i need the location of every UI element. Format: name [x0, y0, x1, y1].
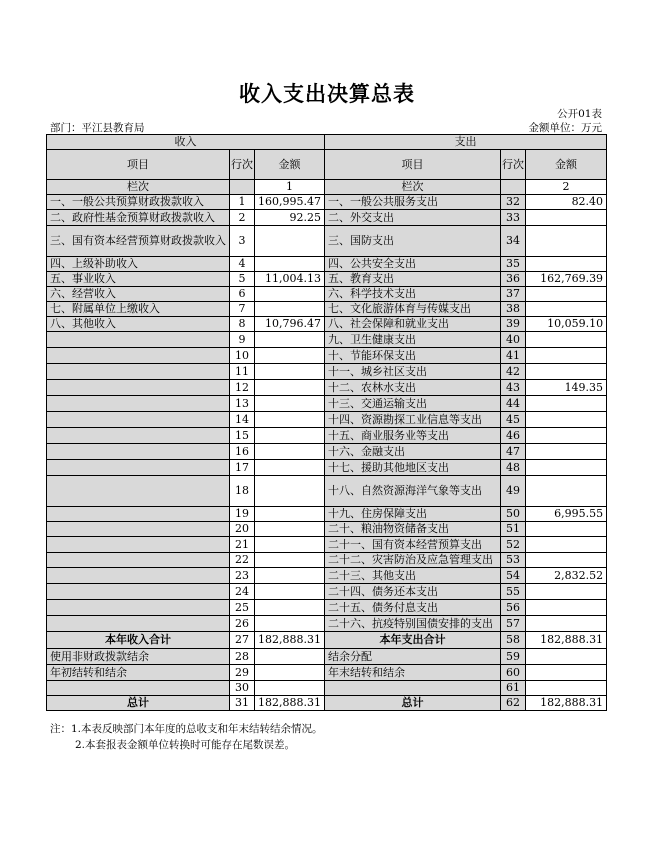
report-title: 收入支出决算总表	[239, 81, 415, 106]
ex-no-cell: 45	[501, 412, 526, 428]
in-amt-cell	[255, 364, 325, 380]
in-amt-cell	[255, 302, 325, 317]
ex-amt-cell	[526, 396, 607, 412]
ex-item-cell: 结余分配	[325, 649, 501, 665]
in-item-cell: 使用非财政拨款结余	[47, 649, 230, 665]
in-no-cell: 16	[230, 444, 255, 460]
in-item-cell	[47, 332, 230, 348]
in-no-cell: 25	[230, 600, 255, 616]
ex-no-cell: 46	[501, 428, 526, 444]
in-no-cell: 15	[230, 428, 255, 444]
note-1: 注：1.本表反映部门本年度的总收支和年末结转结余情况。	[50, 723, 323, 735]
ex-item-cell: 十五、商业服务业等支出	[325, 428, 501, 444]
in-item-cell	[47, 507, 230, 522]
ex-item-cell: 七、文化旅游体育与传媒支出	[325, 302, 501, 317]
ex-no-cell: 34	[501, 226, 526, 257]
ex-item-cell: 二十三、其他支出	[325, 568, 501, 584]
in-amt-cell	[255, 412, 325, 428]
in-no-cell: 4	[230, 257, 255, 272]
note-2: 2.本套报表金额单位转换时可能存在尾数误差。	[75, 739, 296, 751]
ex-no-cell: 61	[501, 681, 526, 696]
in-no-cell: 14	[230, 412, 255, 428]
ex-amt-cell	[526, 537, 607, 553]
income-item-header: 项目	[47, 150, 230, 180]
in-item-cell	[47, 537, 230, 553]
ex-no-cell: 40	[501, 332, 526, 348]
in-amt-cell	[255, 553, 325, 568]
in-no-cell: 24	[230, 584, 255, 600]
ex-no-cell: 60	[501, 665, 526, 681]
ex-amt-cell	[526, 287, 607, 302]
in-amt-cell	[255, 537, 325, 553]
ex-amt-cell	[526, 476, 607, 507]
ex-item-cell: 六、科学技术支出	[325, 287, 501, 302]
ex-item-cell: 十九、住房保障支出	[325, 507, 501, 522]
ex-amt-cell	[526, 460, 607, 476]
ex-item-cell: 二十、粮油物资储备支出	[325, 522, 501, 537]
table-row	[47, 460, 607, 476]
in-item-cell	[47, 522, 230, 537]
table-row	[47, 226, 607, 257]
in-item-cell: 本年收入合计	[47, 632, 230, 649]
in-no-cell: 18	[230, 476, 255, 507]
table-row	[47, 649, 607, 665]
amount-unit-label: 金额单位：万元	[528, 122, 602, 134]
in-item-cell: 二、政府性基金预算财政拨款收入	[47, 210, 230, 226]
table-row	[47, 507, 607, 522]
table-row	[47, 584, 607, 600]
table-row	[47, 348, 607, 364]
ex-amt-cell: 182,888.31	[526, 632, 607, 649]
in-no-cell: 29	[230, 665, 255, 681]
ex-no-cell: 57	[501, 616, 526, 632]
in-no-cell: 19	[230, 507, 255, 522]
in-item-cell	[47, 444, 230, 460]
in-amt-cell	[255, 522, 325, 537]
ex-no-cell: 53	[501, 553, 526, 568]
table-row	[47, 476, 607, 507]
ex-no-cell: 44	[501, 396, 526, 412]
expense-line-no-header: 行次	[501, 150, 526, 180]
table-row	[47, 568, 607, 584]
ex-item-cell: 十四、资源勘探工业信息等支出	[325, 412, 501, 428]
in-item-cell: 年初结转和结余	[47, 665, 230, 681]
ex-no-cell: 42	[501, 364, 526, 380]
income-column-label-spacer	[230, 180, 255, 195]
in-amt-cell	[255, 460, 325, 476]
in-no-cell: 2	[230, 210, 255, 226]
table-row	[47, 681, 607, 696]
ex-amt-cell	[526, 553, 607, 568]
ex-amt-cell	[526, 226, 607, 257]
ex-amt-cell	[526, 364, 607, 380]
in-amt-cell	[255, 507, 325, 522]
ex-no-cell: 48	[501, 460, 526, 476]
in-no-cell: 21	[230, 537, 255, 553]
ex-amt-cell	[526, 412, 607, 428]
ex-amt-cell	[526, 616, 607, 632]
in-item-cell: 三、国有资本经营预算财政拨款收入	[47, 226, 230, 257]
ex-item-cell: 十七、援助其他地区支出	[325, 460, 501, 476]
table-row	[47, 553, 607, 568]
ex-item-cell: 九、卫生健康支出	[325, 332, 501, 348]
in-amt-cell	[255, 568, 325, 584]
ex-item-cell: 二十六、抗疫特别国债安排的支出	[325, 616, 501, 632]
in-item-cell: 一、一般公共预算财政拨款收入	[47, 195, 230, 210]
in-amt-cell	[255, 665, 325, 681]
ex-item-cell: 八、社会保障和就业支出	[325, 317, 501, 332]
table-row	[47, 272, 607, 287]
income-column-label: 栏次	[47, 180, 230, 195]
table-row	[47, 428, 607, 444]
ex-item-cell: 一、一般公共服务支出	[325, 195, 501, 210]
ex-amt-cell	[526, 649, 607, 665]
in-item-cell	[47, 553, 230, 568]
ex-item-cell: 十六、金融支出	[325, 444, 501, 460]
table-row	[47, 696, 607, 711]
in-item-cell	[47, 616, 230, 632]
in-amt-cell: 10,796.47	[255, 317, 325, 332]
ex-no-cell: 52	[501, 537, 526, 553]
ex-amt-cell: 82.40	[526, 195, 607, 210]
income-section-header: 收入	[47, 135, 325, 150]
ex-no-cell: 37	[501, 287, 526, 302]
in-item-cell	[47, 600, 230, 616]
in-no-cell: 11	[230, 364, 255, 380]
table-row	[47, 522, 607, 537]
ex-amt-cell	[526, 257, 607, 272]
ex-item-cell: 十一、城乡社区支出	[325, 364, 501, 380]
table-row	[47, 364, 607, 380]
in-no-cell: 27	[230, 632, 255, 649]
ex-no-cell: 43	[501, 380, 526, 396]
ex-amt-cell	[526, 302, 607, 317]
in-amt-cell: 11,004.13	[255, 272, 325, 287]
in-item-cell	[47, 396, 230, 412]
ex-no-cell: 41	[501, 348, 526, 364]
ex-item-cell: 十、节能环保支出	[325, 348, 501, 364]
in-item-cell	[47, 681, 230, 696]
in-amt-cell: 92.25	[255, 210, 325, 226]
table-row	[47, 665, 607, 681]
expense-column-label: 栏次	[325, 180, 501, 195]
in-no-cell: 13	[230, 396, 255, 412]
table-row	[47, 412, 607, 428]
ex-item-cell: 十八、自然资源海洋气象等支出	[325, 476, 501, 507]
in-item-cell	[47, 380, 230, 396]
in-amt-cell	[255, 287, 325, 302]
ex-no-cell: 59	[501, 649, 526, 665]
in-item-cell: 四、上级补助收入	[47, 257, 230, 272]
in-item-cell	[47, 364, 230, 380]
ex-item-cell: 年末结转和结余	[325, 665, 501, 681]
ex-item-cell: 五、教育支出	[325, 272, 501, 287]
ex-amt-cell	[526, 600, 607, 616]
in-no-cell: 3	[230, 226, 255, 257]
in-amt-cell: 182,888.31	[255, 696, 325, 711]
ex-item-cell: 三、国防支出	[325, 226, 501, 257]
department-label: 部门：平江县教育局	[50, 122, 145, 134]
in-amt-cell	[255, 428, 325, 444]
income-line-no-header: 行次	[230, 150, 255, 180]
ex-amt-cell	[526, 444, 607, 460]
ex-no-cell: 56	[501, 600, 526, 616]
table-row	[47, 537, 607, 553]
ex-item-cell: 二十一、国有资本经营预算支出	[325, 537, 501, 553]
ex-no-cell: 62	[501, 696, 526, 711]
in-item-cell	[47, 428, 230, 444]
in-no-cell: 10	[230, 348, 255, 364]
in-item-cell: 五、事业收入	[47, 272, 230, 287]
table-row	[47, 210, 607, 226]
table-row	[47, 380, 607, 396]
ex-amt-cell	[526, 348, 607, 364]
table-row	[47, 317, 607, 332]
in-item-cell: 七、附属单位上缴收入	[47, 302, 230, 317]
in-no-cell: 8	[230, 317, 255, 332]
expense-amount-header: 金额	[526, 150, 607, 180]
ex-item-cell: 二十四、债务还本支出	[325, 584, 501, 600]
ex-amt-cell	[526, 681, 607, 696]
ex-no-cell: 47	[501, 444, 526, 460]
expense-section-header: 支出	[325, 135, 607, 150]
in-no-cell: 12	[230, 380, 255, 396]
ex-no-cell: 55	[501, 584, 526, 600]
income-column-number: 1	[255, 180, 325, 195]
income-expense-table	[46, 134, 607, 711]
in-amt-cell	[255, 396, 325, 412]
in-item-cell	[47, 584, 230, 600]
in-item-cell	[47, 348, 230, 364]
in-no-cell: 1	[230, 195, 255, 210]
ex-no-cell: 38	[501, 302, 526, 317]
ex-no-cell: 36	[501, 272, 526, 287]
in-amt-cell	[255, 584, 325, 600]
in-item-cell	[47, 568, 230, 584]
in-item-cell	[47, 412, 230, 428]
income-amount-header: 金额	[255, 150, 325, 180]
form-number: 公开01表	[557, 108, 602, 120]
in-amt-cell	[255, 476, 325, 507]
ex-item-cell: 四、公共安全支出	[325, 257, 501, 272]
ex-amt-cell	[526, 665, 607, 681]
ex-amt-cell: 2,832.52	[526, 568, 607, 584]
ex-no-cell: 49	[501, 476, 526, 507]
in-no-cell: 6	[230, 287, 255, 302]
in-amt-cell	[255, 226, 325, 257]
ex-amt-cell	[526, 428, 607, 444]
in-amt-cell	[255, 600, 325, 616]
table-row	[47, 332, 607, 348]
ex-amt-cell: 10,059.10	[526, 317, 607, 332]
ex-item-cell: 总计	[325, 696, 501, 711]
ex-item-cell: 二十五、债务付息支出	[325, 600, 501, 616]
notes	[50, 721, 323, 753]
expense-column-number: 2	[526, 180, 607, 195]
in-amt-cell	[255, 616, 325, 632]
table-row	[47, 302, 607, 317]
in-item-cell: 八、其他收入	[47, 317, 230, 332]
ex-item-cell: 十三、交通运输支出	[325, 396, 501, 412]
ex-item-cell: 二、外交支出	[325, 210, 501, 226]
table-row	[47, 616, 607, 632]
in-amt-cell	[255, 444, 325, 460]
expense-column-label-spacer	[501, 180, 526, 195]
expense-item-header: 项目	[325, 150, 501, 180]
in-amt-cell: 160,995.47	[255, 195, 325, 210]
table-row	[47, 632, 607, 649]
ex-no-cell: 35	[501, 257, 526, 272]
in-amt-cell	[255, 649, 325, 665]
in-no-cell: 20	[230, 522, 255, 537]
in-no-cell: 31	[230, 696, 255, 711]
in-amt-cell	[255, 332, 325, 348]
table-row	[47, 287, 607, 302]
in-no-cell: 23	[230, 568, 255, 584]
ex-no-cell: 50	[501, 507, 526, 522]
ex-amt-cell	[526, 332, 607, 348]
ex-item-cell: 十二、农林水支出	[325, 380, 501, 396]
in-item-cell: 总计	[47, 696, 230, 711]
in-item-cell	[47, 460, 230, 476]
in-amt-cell: 182,888.31	[255, 632, 325, 649]
table-row	[47, 600, 607, 616]
ex-amt-cell	[526, 210, 607, 226]
in-no-cell: 30	[230, 681, 255, 696]
in-item-cell: 六、经营收入	[47, 287, 230, 302]
ex-amt-cell	[526, 584, 607, 600]
ex-amt-cell: 149.35	[526, 380, 607, 396]
ex-no-cell: 39	[501, 317, 526, 332]
table-row	[47, 195, 607, 210]
in-amt-cell	[255, 681, 325, 696]
in-amt-cell	[255, 380, 325, 396]
ex-item-cell: 本年支出合计	[325, 632, 501, 649]
table-row	[47, 444, 607, 460]
ex-amt-cell	[526, 522, 607, 537]
in-no-cell: 9	[230, 332, 255, 348]
in-no-cell: 22	[230, 553, 255, 568]
table-row	[47, 257, 607, 272]
in-amt-cell	[255, 257, 325, 272]
ex-amt-cell: 162,769.39	[526, 272, 607, 287]
in-no-cell: 7	[230, 302, 255, 317]
in-no-cell: 5	[230, 272, 255, 287]
in-amt-cell	[255, 348, 325, 364]
in-item-cell	[47, 476, 230, 507]
in-no-cell: 26	[230, 616, 255, 632]
ex-amt-cell: 182,888.31	[526, 696, 607, 711]
ex-no-cell: 51	[501, 522, 526, 537]
ex-no-cell: 54	[501, 568, 526, 584]
in-no-cell: 28	[230, 649, 255, 665]
table-row	[47, 396, 607, 412]
ex-no-cell: 32	[501, 195, 526, 210]
ex-no-cell: 33	[501, 210, 526, 226]
ex-item-cell: 二十二、灾害防治及应急管理支出	[325, 553, 501, 568]
ex-amt-cell: 6,995.55	[526, 507, 607, 522]
in-no-cell: 17	[230, 460, 255, 476]
ex-no-cell: 58	[501, 632, 526, 649]
ex-item-cell	[325, 681, 501, 696]
